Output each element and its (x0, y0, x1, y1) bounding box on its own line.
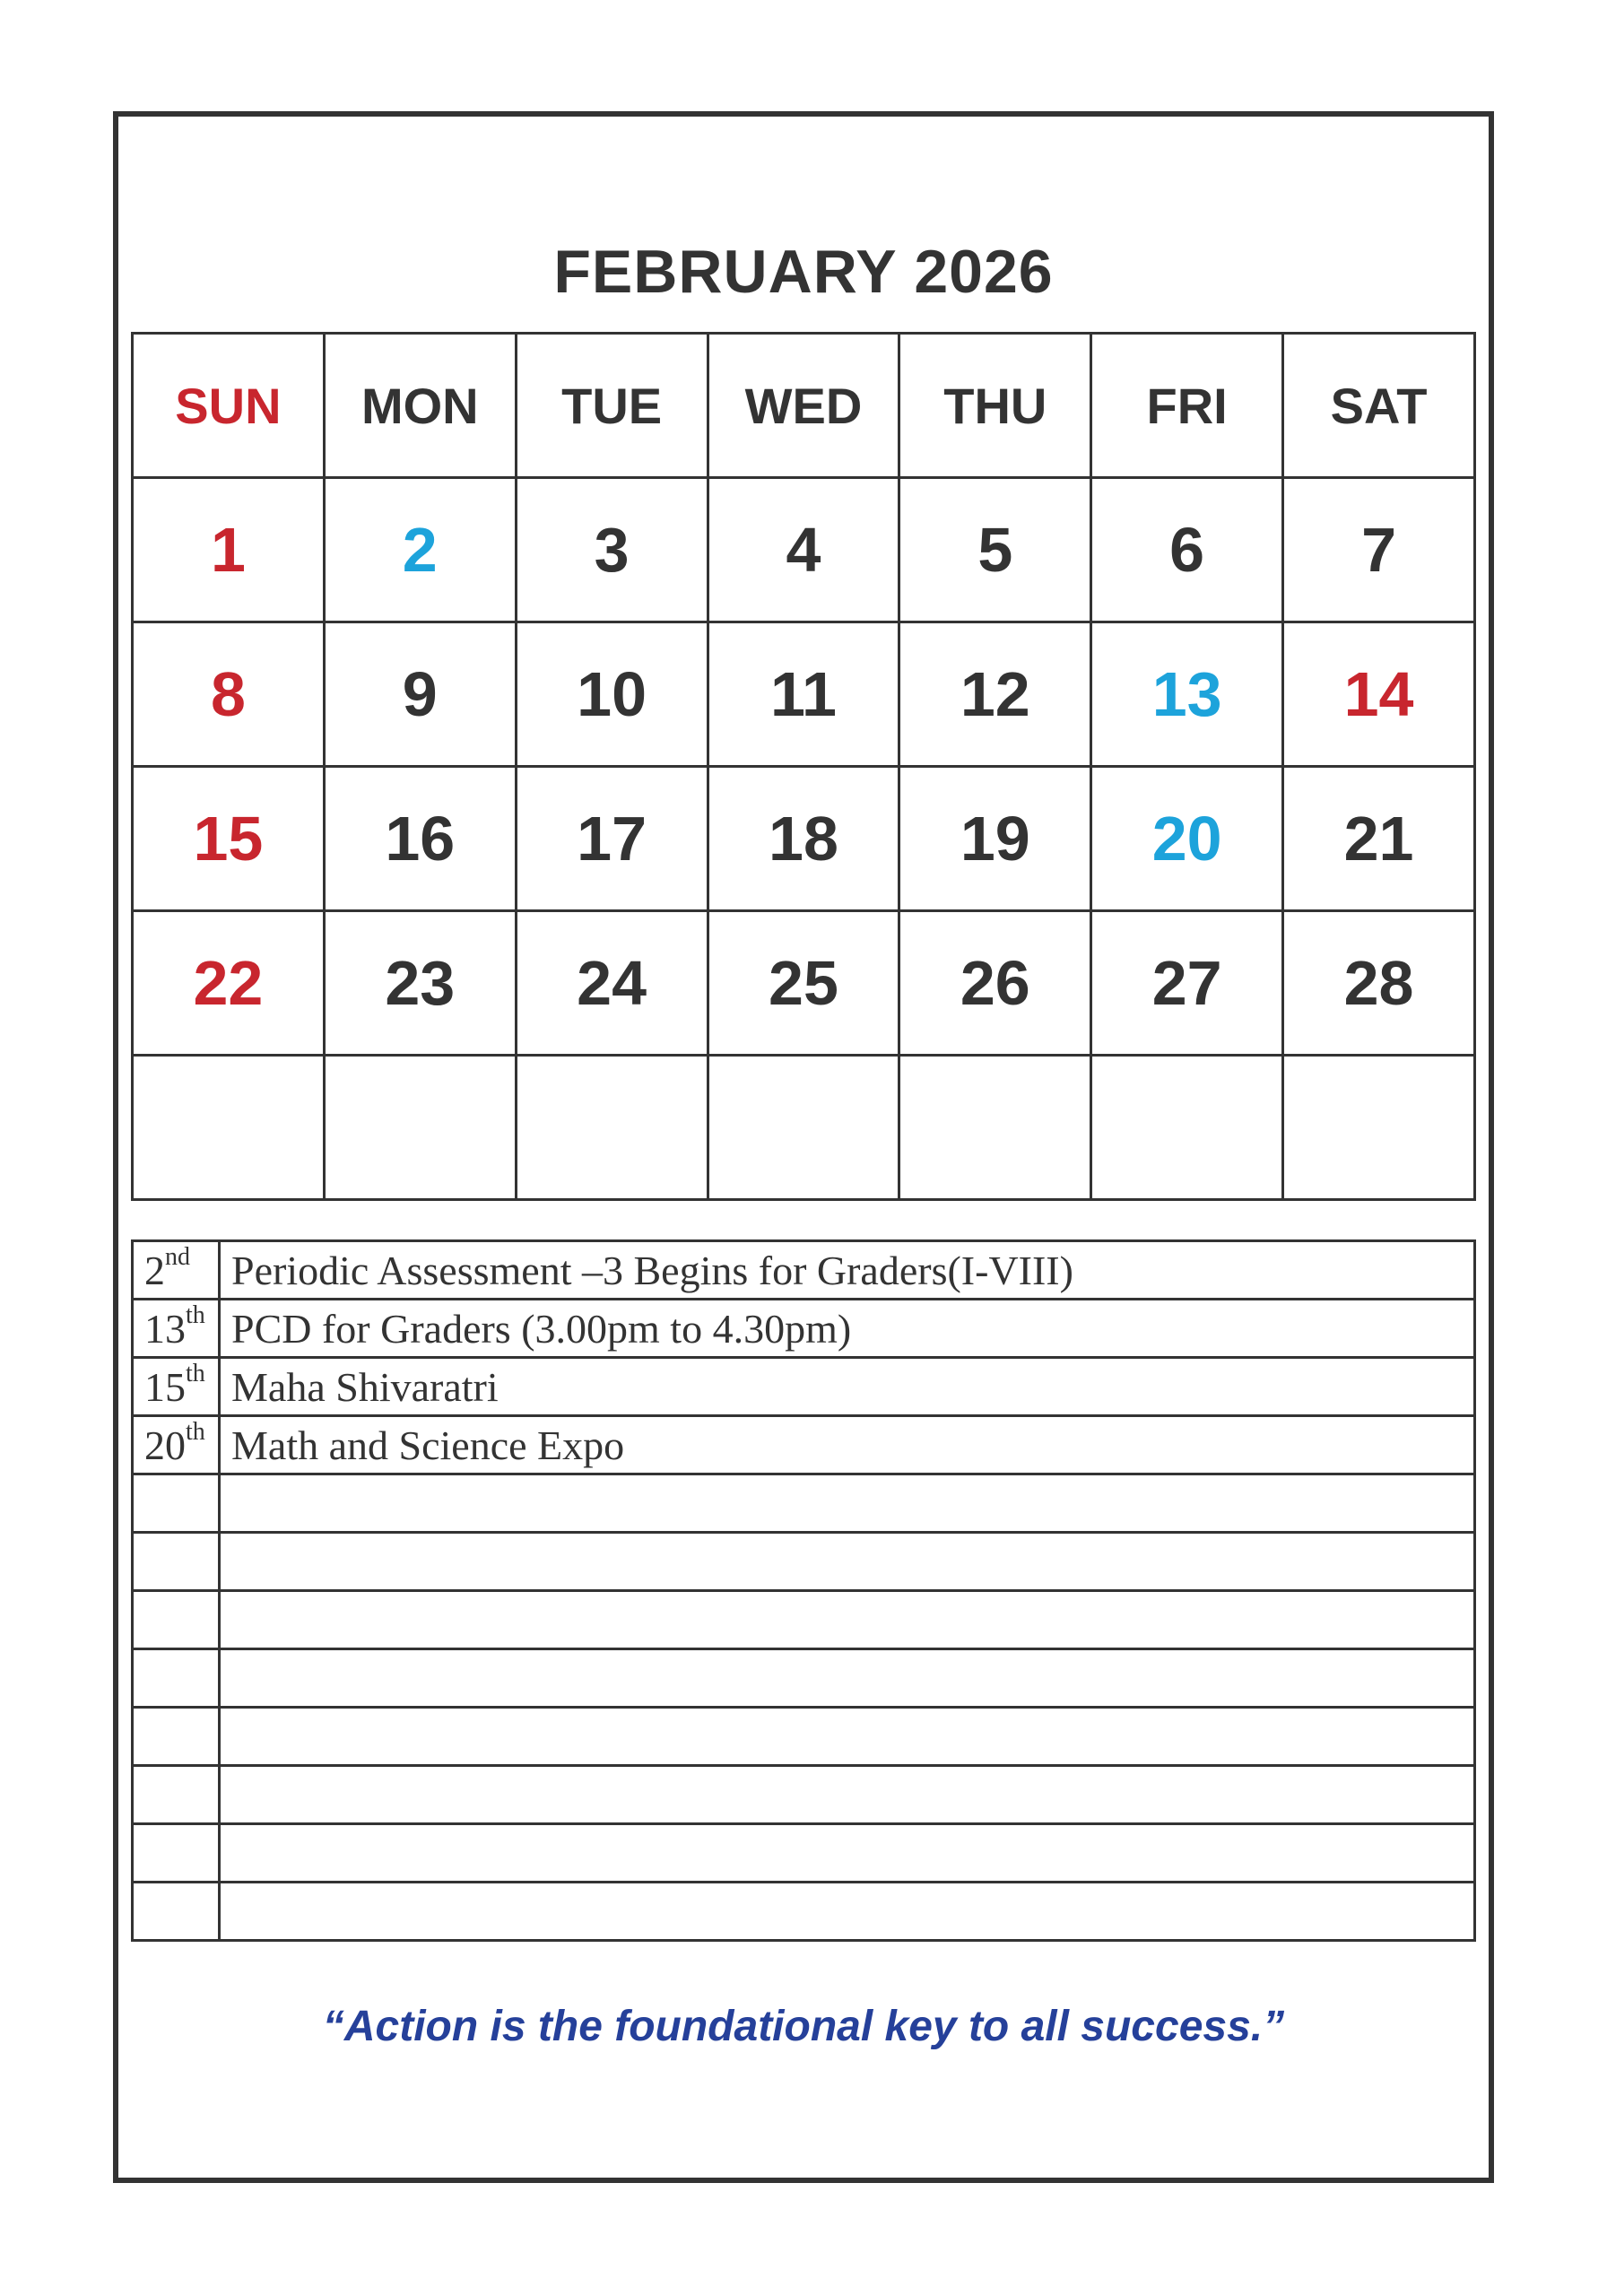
calendar-title: FEBRUARY 2026 (553, 238, 1054, 306)
day-cell: 16 (324, 767, 516, 911)
day-cell: 23 (324, 911, 516, 1056)
weekday-header-thu: THU (899, 334, 1091, 478)
event-date-suffix: th (186, 1300, 205, 1329)
empty-day-cell (133, 1056, 325, 1200)
day-cell: 17 (516, 767, 708, 911)
day-cell: 24 (516, 911, 708, 1056)
event-date (133, 1300, 220, 1358)
day-cell: 2 (324, 478, 516, 622)
event-date (133, 1766, 220, 1824)
empty-day-cell (324, 1056, 516, 1200)
event-row (133, 1416, 1475, 1474)
event-description (220, 1883, 1475, 1941)
weekday-header-tue: TUE (516, 334, 708, 478)
week-row (133, 1056, 1475, 1200)
event-description (220, 1474, 1475, 1533)
event-description (220, 1649, 1475, 1708)
event-row (133, 1591, 1475, 1649)
event-row (133, 1533, 1475, 1591)
event-date-number: 13 (144, 1305, 186, 1352)
event-row (133, 1766, 1475, 1824)
day-cell: 27 (1091, 911, 1283, 1056)
event-date (133, 1474, 220, 1533)
day-cell: 26 (899, 911, 1091, 1056)
empty-day-cell (899, 1056, 1091, 1200)
day-cell: 5 (899, 478, 1091, 622)
event-description: Periodic Assessment –3 Begins for Graders(I-VIII) (220, 1241, 1475, 1300)
day-cell: 11 (708, 622, 899, 767)
weekday-header-fri: FRI (1091, 334, 1283, 478)
empty-day-cell (708, 1056, 899, 1200)
weekday-header-mon: MON (324, 334, 516, 478)
week-row (133, 911, 1475, 1056)
event-row (133, 1474, 1475, 1533)
calendar-grid (131, 332, 1476, 1201)
event-date-number: 2 (144, 1247, 165, 1293)
day-cell: 6 (1091, 478, 1283, 622)
event-row (133, 1824, 1475, 1883)
event-date (133, 1241, 220, 1300)
event-row (133, 1708, 1475, 1766)
event-description (220, 1766, 1475, 1824)
event-row (133, 1358, 1475, 1416)
event-date-suffix: th (186, 1359, 205, 1387)
weekday-header-wed: WED (708, 334, 899, 478)
day-cell: 12 (899, 622, 1091, 767)
event-date-number: 20 (144, 1422, 186, 1468)
motivational-quote: “Action is the foundational key to all success.” (322, 2003, 1285, 2050)
day-cell: 9 (324, 622, 516, 767)
day-cell: 18 (708, 767, 899, 911)
event-row (133, 1300, 1475, 1358)
day-cell: 7 (1283, 478, 1475, 622)
events-table (131, 1239, 1476, 1942)
day-cell: 10 (516, 622, 708, 767)
event-date (133, 1533, 220, 1591)
day-cell: 15 (133, 767, 325, 911)
event-row (133, 1649, 1475, 1708)
event-date (133, 1416, 220, 1474)
day-cell: 13 (1091, 622, 1283, 767)
day-cell: 22 (133, 911, 325, 1056)
empty-day-cell (516, 1056, 708, 1200)
day-cell: 14 (1283, 622, 1475, 767)
event-row (133, 1883, 1475, 1941)
event-row (133, 1241, 1475, 1300)
empty-day-cell (1283, 1056, 1475, 1200)
event-description (220, 1824, 1475, 1883)
event-date (133, 1591, 220, 1649)
event-date-suffix: nd (165, 1242, 190, 1271)
day-cell: 25 (708, 911, 899, 1056)
event-description (220, 1708, 1475, 1766)
week-row (133, 622, 1475, 767)
day-cell: 28 (1283, 911, 1475, 1056)
day-cell: 19 (899, 767, 1091, 911)
week-row (133, 478, 1475, 622)
event-description: Math and Science Expo (220, 1416, 1475, 1474)
weekday-header-row (133, 334, 1475, 478)
event-description (220, 1591, 1475, 1649)
event-date-suffix: th (186, 1417, 205, 1446)
day-cell: 20 (1091, 767, 1283, 911)
event-date (133, 1883, 220, 1941)
event-date (133, 1358, 220, 1416)
day-cell: 21 (1283, 767, 1475, 911)
event-date (133, 1824, 220, 1883)
event-date (133, 1649, 220, 1708)
day-cell: 4 (708, 478, 899, 622)
event-description (220, 1533, 1475, 1591)
event-date (133, 1708, 220, 1766)
day-cell: 8 (133, 622, 325, 767)
week-row (133, 767, 1475, 911)
weekday-header-sat: SAT (1283, 334, 1475, 478)
event-description: Maha Shivaratri (220, 1358, 1475, 1416)
day-cell: 3 (516, 478, 708, 622)
day-cell: 1 (133, 478, 325, 622)
event-description: PCD for Graders (3.00pm to 4.30pm) (220, 1300, 1475, 1358)
event-date-number: 15 (144, 1363, 186, 1410)
empty-day-cell (1091, 1056, 1283, 1200)
weekday-header-sun: SUN (133, 334, 325, 478)
